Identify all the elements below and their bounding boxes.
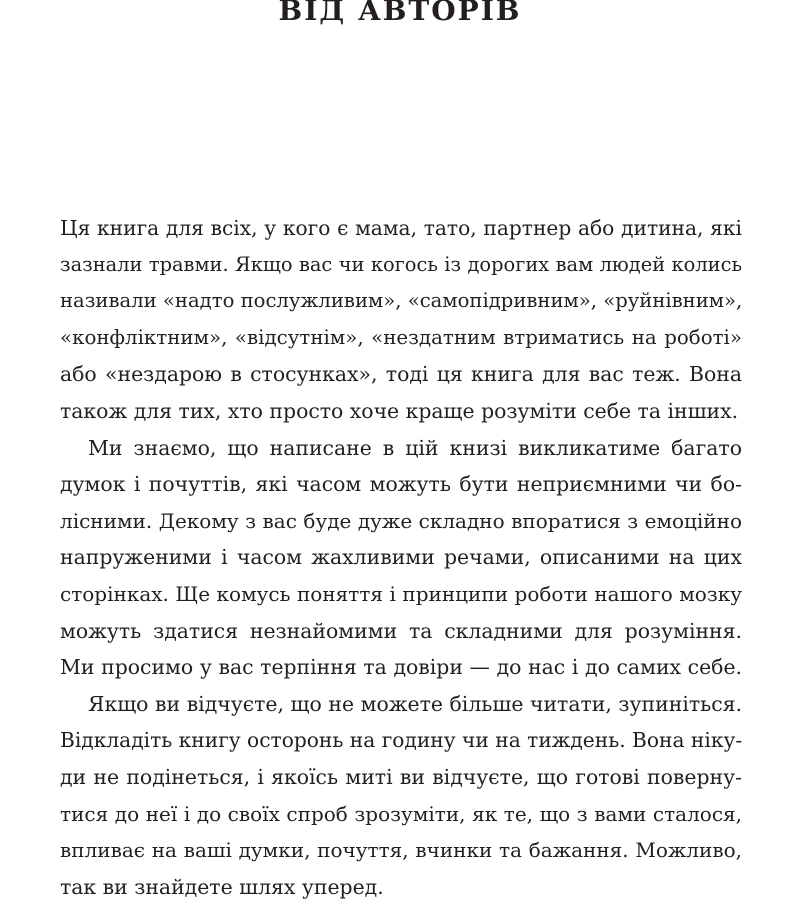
text-line: думок і почуттів, які часом можуть бути неприємними чи бо- — [60, 472, 742, 497]
paragraph-3 — [60, 686, 742, 905]
paragraph-1 — [60, 210, 742, 430]
text-line: можуть здатися незнайомими та складними для розуміння. — [60, 618, 742, 643]
text-line: Якщо ви відчуєте, що не можете більше читати, зупиніться. — [88, 691, 742, 716]
text-line: сторінках. Ще комусь поняття і принципи роботи нашого мозку — [60, 581, 742, 606]
text-line: тися до неї і до своїх спроб зрозуміти, як те, що з вами сталося, — [60, 801, 742, 826]
text-line: ди не подінеться, і якоїсь миті ви відчуєте, що готові поверну- — [60, 764, 742, 789]
text-line: лісними. Декому з вас буде дуже складно впоратися з емоційно — [60, 508, 742, 533]
text-line: також для тих, хто просто хоче краще розуміти себе та інших. — [60, 398, 739, 423]
text-line: зазнали травми. Якщо вас чи когось із дорогих вам людей колись — [60, 252, 742, 276]
text-line: Відкладіть книгу осторонь на годину чи на тиждень. Вона ніку- — [60, 728, 743, 753]
paragraph-2 — [60, 430, 742, 686]
text-line: Ми просимо у вас терпіння та довіри — до нас і до самих себе. — [60, 655, 742, 680]
text-line: «конфліктним», «відсутнім», «нездатним втриматись на роботі» — [60, 325, 742, 349]
text-line: так ви знайдете шлях уперед. — [60, 874, 384, 899]
text-line: Ми знаємо, що написане в цій книзі викликатиме багато — [88, 435, 742, 460]
body-text — [60, 210, 742, 905]
text-line: напруженими і часом жахливими речами, описаними на цих — [60, 545, 742, 570]
page-title: ВІД АВТОРІВ — [278, 0, 522, 27]
text-line: Ця книга для всіх, у кого є мама, тато, партнер або дитина, які — [60, 216, 742, 240]
text-line: впливає на ваші думки, почуття, вчинки та бажання. Можливо, — [60, 838, 742, 863]
text-line: називали «надто послужливим», «самопідривним», «руйнівним», — [60, 289, 743, 313]
text-line: або «нездарою в стосунках», тоді ця книга для вас теж. Вона — [60, 362, 742, 387]
